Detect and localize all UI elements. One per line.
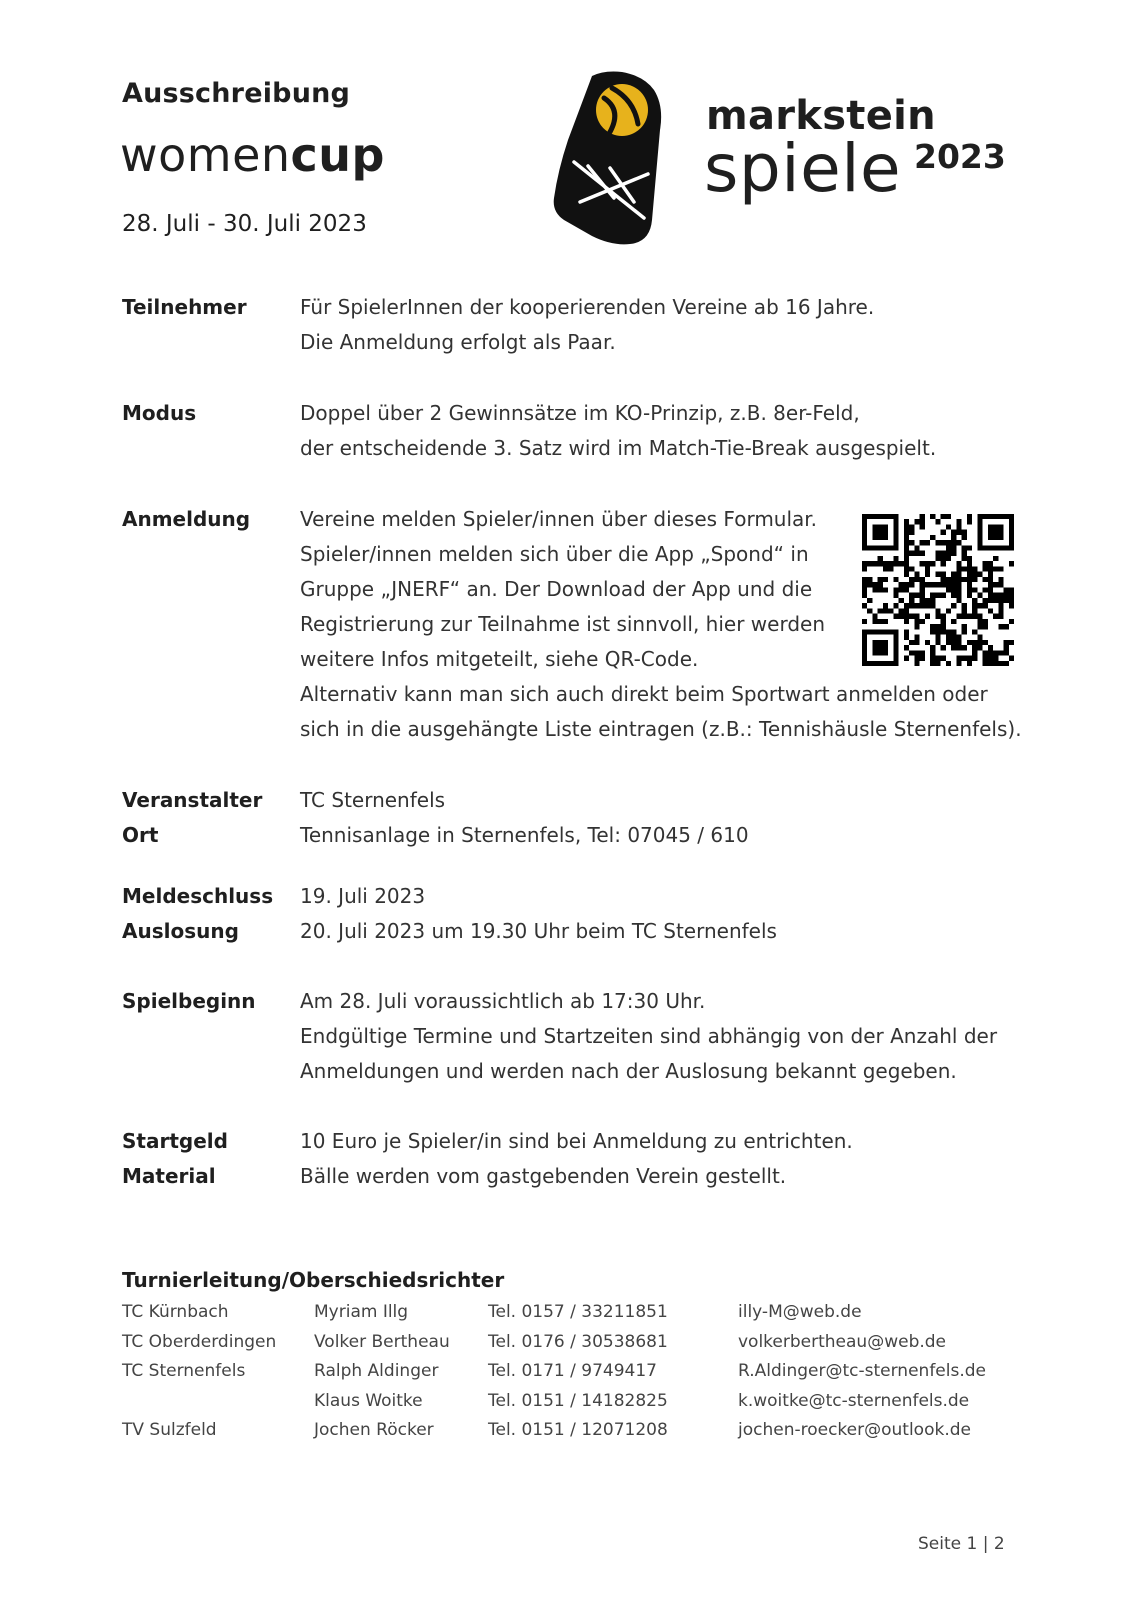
organizer-club: TV Sulzfeld xyxy=(122,1420,217,1440)
organizer-club: TC Oberderdingen xyxy=(122,1331,277,1352)
organizer-phone: Tel. 0157 / 33211851 xyxy=(488,1302,668,1322)
value-meldeschluss xyxy=(300,879,425,914)
label-veranstalter: Veranstalter xyxy=(122,788,263,812)
material-text: Bälle werden vom gastgebenden Verein gestellt. xyxy=(300,1164,787,1188)
spielbeginn-line: Endgültige Termine und Startzeiten sind abhängig von der Anzahl der xyxy=(300,1024,998,1048)
spielbeginn-line: Am 28. Juli voraussichtlich ab 17:30 Uhr. xyxy=(300,989,706,1013)
label-ort: Ort xyxy=(122,823,159,847)
organizer-name: Klaus Woitke xyxy=(314,1390,423,1411)
organizer-club xyxy=(122,1387,314,1417)
spielbeginn-line: Anmeldungen und werden nach der Auslosung bekannt gegeben. xyxy=(300,1059,957,1083)
anmeldung-line: sich in die ausgehängte Liste eintragen (z.B.: Tennishäusle Sternenfels). xyxy=(300,717,1022,741)
label-modus: Modus xyxy=(122,401,197,425)
ort-text: Tennisanlage in Sternenfels, Tel: 07045 / 610 xyxy=(300,823,749,847)
organizer-club: TC Kürnbach xyxy=(122,1302,229,1322)
anmeldung-line: Vereine melden Spieler/innen über dieses Formular. xyxy=(300,507,818,531)
organizer-email: illy-M@web.de xyxy=(738,1302,862,1322)
organizer-name: Volker Bertheau xyxy=(314,1331,450,1352)
organizer-phone: Tel. 0151 / 14182825 xyxy=(488,1390,668,1411)
organizer-phone: Tel. 0151 / 12071208 xyxy=(488,1420,668,1440)
label-anmeldung: Anmeldung xyxy=(122,507,251,531)
organizer-row xyxy=(122,1387,1038,1417)
tennis-ball-badge-icon xyxy=(552,70,672,246)
organizer-club: TC Sternenfels xyxy=(122,1361,246,1381)
anmeldung-line: weitere Infos mitgeteilt, siehe QR-Code. xyxy=(300,647,699,671)
modus-line: der entscheidende 3. Satz wird im Match-Tie-Break ausgespielt. xyxy=(300,436,937,460)
value-teilnehmer xyxy=(300,290,874,360)
anmeldung-line: Spieler/innen melden sich über die App „Spond“ in xyxy=(300,542,809,566)
organizer-row xyxy=(122,1416,1038,1446)
organizer-email: R.Aldinger@tc-sternenfels.de xyxy=(738,1361,986,1381)
logo-brand: markstein xyxy=(706,93,936,139)
organizer-email: jochen-roecker@outlook.de xyxy=(738,1420,971,1440)
value-veranstalter xyxy=(300,783,445,818)
label-material: Material xyxy=(122,1164,216,1188)
value-material xyxy=(300,1159,786,1194)
logo-wordmark: spiele xyxy=(704,130,902,207)
label-auslosung: Auslosung xyxy=(122,919,239,943)
value-startgeld xyxy=(300,1124,853,1159)
startgeld-text: 10 Euro je Spieler/in sind bei Anmeldung zu entrichten. xyxy=(300,1129,853,1153)
label-startgeld: Startgeld xyxy=(122,1129,228,1153)
label-spielbeginn: Spielbeginn xyxy=(122,989,256,1013)
modus-line: Doppel über 2 Gewinnsätze im KO-Prinzip, z.B. 8er-Feld, xyxy=(300,401,860,425)
label-meldeschluss: Meldeschluss xyxy=(122,884,274,908)
teilnehmer-line: Für SpielerInnen der kooperierenden Vereine ab 16 Jahre. xyxy=(300,295,875,319)
logo-year: 2023 xyxy=(914,137,1006,176)
organizer-row xyxy=(122,1357,1038,1387)
organizer-name: Ralph Aldinger xyxy=(314,1361,439,1381)
organizer-name: Myriam Illg xyxy=(314,1302,409,1322)
value-spielbeginn xyxy=(300,984,997,1089)
event-title-light: women xyxy=(120,128,291,182)
value-auslosung xyxy=(300,914,777,949)
anmeldung-line: Alternativ kann man sich auch direkt beim Sportwart anmelden oder xyxy=(300,682,988,706)
label-teilnehmer: Teilnehmer xyxy=(122,295,247,319)
organizers-heading: Turnierleitung/Oberschiedsrichter xyxy=(122,1268,505,1292)
anmeldung-line: Registrierung zur Teilnahme ist sinnvoll, hier werden xyxy=(300,612,825,636)
organizer-row xyxy=(122,1328,1038,1358)
anmeldung-line: Gruppe „JNERF“ an. Der Download der App und die xyxy=(300,577,813,601)
document-type: Ausschreibung xyxy=(122,78,351,109)
veranstalter-text: TC Sternenfels xyxy=(300,788,446,812)
value-modus xyxy=(300,396,936,466)
organizer-phone: Tel. 0171 / 9749417 xyxy=(488,1361,657,1381)
qr-code-icon xyxy=(862,514,1014,666)
meldeschluss-text: 19. Juli 2023 xyxy=(300,884,426,908)
event-title-bold: cup xyxy=(290,128,385,182)
teilnehmer-line: Die Anmeldung erfolgt als Paar. xyxy=(300,330,616,354)
page-number: Seite 1 | 2 xyxy=(918,1534,1005,1554)
value-ort xyxy=(300,818,749,853)
organizer-row xyxy=(122,1298,1038,1328)
auslosung-text: 20. Juli 2023 um 19.30 Uhr beim TC Sternenfels xyxy=(300,919,777,943)
organizer-email: k.woitke@tc-sternenfels.de xyxy=(738,1390,970,1411)
organizer-phone: Tel. 0176 / 30538681 xyxy=(488,1331,668,1352)
organizer-name: Jochen Röcker xyxy=(314,1420,434,1440)
organizers-table xyxy=(122,1298,1038,1446)
event-dates: 28. Juli - 30. Juli 2023 xyxy=(122,211,367,237)
organizer-email: volkerbertheau@web.de xyxy=(738,1331,947,1352)
event-title xyxy=(120,128,385,182)
